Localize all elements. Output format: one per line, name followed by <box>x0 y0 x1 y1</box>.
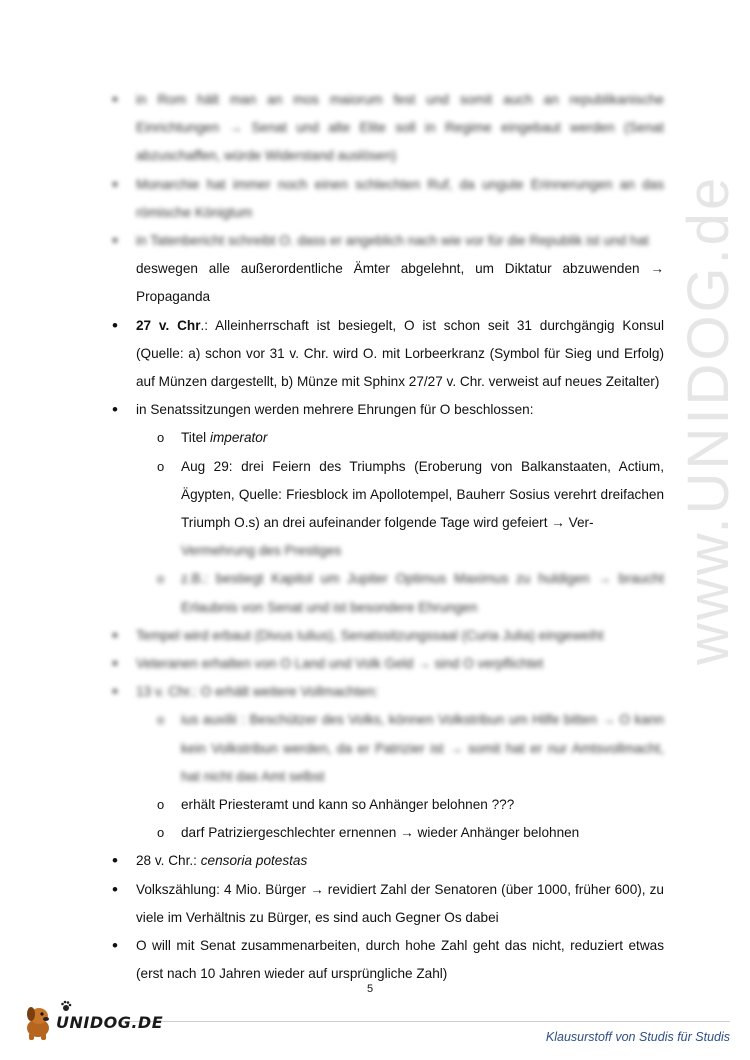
unidog-logo <box>20 1000 164 1044</box>
paragraph-text: darf Patriziergeschlechter ernennen → wieder Anhänger belohnen <box>181 825 580 841</box>
bullet-icon <box>112 396 126 425</box>
bullet-icon <box>112 622 126 651</box>
paragraph-text: Volkszählung: 4 Mio. Bürger → revidiert Zahl der Senatoren (über 1000, früher 600), zu viele im Verhältnis zu Bürger, es sind auch Gegner Os dabei <box>136 881 664 925</box>
list-item <box>112 847 664 875</box>
circle-bullet-icon: o <box>157 458 165 474</box>
sub-item <box>112 424 664 452</box>
bullet-icon <box>112 171 126 200</box>
footer-tagline: Klausurstoff von Studis für Studis <box>545 1030 730 1044</box>
page-number: 5 <box>367 983 374 995</box>
watermark: www.UNIDOG.de <box>676 174 741 665</box>
paragraph-text: Titel <box>181 430 210 446</box>
list-item <box>112 312 664 397</box>
sub-item <box>112 791 664 819</box>
circle-bullet-icon: o <box>157 712 165 728</box>
list-item <box>112 650 664 678</box>
sub-item <box>112 706 664 791</box>
paragraph-text: deswegen alle außerordentliche Ämter abgelehnt, um Diktatur abzuwenden → Propaganda <box>136 261 664 305</box>
paragraph-text: Aug 29: drei Feiern des Triumphs (Eroberung von Balkanstaaten, Actium, Ägypten, Quelle: Friesblock im Apollotempel, Bauherr Sosius verehrt dreifachen Triumph O.s) an drei aufeinander folgende Tage wird gefeiert → Ver- <box>181 458 664 531</box>
bullet-icon <box>112 678 126 707</box>
list-item <box>112 876 664 932</box>
blurred-text: Tempel wird erbaut (Divus Iulius), Senatssitzungssaal (Curia Julia) eingeweiht <box>136 627 604 643</box>
blurred-text: 13 v. Chr.: O erhält weitere Vollmachten: <box>136 684 379 700</box>
circle-bullet-icon: o <box>157 797 165 813</box>
bullet-icon <box>112 312 126 341</box>
sub-item <box>112 565 664 621</box>
blurred-text: Veteranen erhalten von O Land und Volk Geld → sind O verpflichtet <box>136 656 544 672</box>
list-item <box>112 932 664 988</box>
page-content <box>112 86 664 989</box>
bullet-icon <box>112 847 126 876</box>
bullet-icon <box>112 650 126 679</box>
date-bold: 27 v. Chr <box>136 317 201 333</box>
blurred-text: Monarchie hat immer noch einen schlechten Ruf, da ungute Erinnerungen an das römische Königtum <box>136 176 664 220</box>
paragraph-text: in Senatssitzungen werden mehrere Ehrungen für O beschlossen: <box>136 402 534 418</box>
blurred-text: in Rom hält man an mos maiorum fest und somit auch an republikanische Einrichtungen → Senat und alte Elite soll in Regime eingebaut werden (Senat abzuschaffen, würde Widerstand auslösen) <box>136 92 664 164</box>
paragraph-text: erhält Priesteramt und kann so Anhänger belohnen ??? <box>181 797 515 813</box>
footer-divider <box>120 1021 730 1022</box>
emphasis-text: imperator <box>209 430 268 446</box>
list-item <box>112 678 664 706</box>
paragraph-text: 28 v. Chr.: <box>136 853 201 869</box>
emphasis-text: censoria potestas <box>200 853 308 869</box>
dog-icon <box>20 1002 58 1042</box>
list-item <box>112 396 664 424</box>
bullet-icon <box>112 932 126 961</box>
blurred-text: Vermehrung des Prestiges <box>181 543 342 559</box>
list-item <box>112 622 664 650</box>
circle-bullet-icon: o <box>157 430 165 446</box>
blurred-text: in Tatenbericht schreibt O. dass er angeblich nach wie vor für die Republik ist und hat <box>136 233 649 249</box>
blurred-text: ius auxilii : Beschützer des Volks, können Volkstribun um Hilfe bitten → O kann kein Volkstribun werden, da er Patrizier ist → somit hat er nur Amtsvollmacht, hat nicht das Amt selbst <box>181 712 664 784</box>
bullet-icon <box>112 876 126 905</box>
blurred-text: z.B.: bestiegt Kapitol um Jupiter Optimus Maximus zu huldigen → braucht Erlaubnis von Senat und ist besondere Ehrungen <box>181 571 664 615</box>
bullet-icon <box>112 227 126 256</box>
paragraph-text: O will mit Senat zusammenarbeiten, durch hohe Zahl geht das nicht, reduziert etwas (erst nach 10 Jahren wieder auf ursprüngliche Zahl) <box>136 938 664 982</box>
logo-text: UNIDOG.DE <box>56 1013 164 1032</box>
sub-item <box>112 453 664 566</box>
sub-item <box>112 819 664 847</box>
circle-bullet-icon: o <box>157 825 165 841</box>
list-item <box>112 86 664 171</box>
list-item <box>112 227 664 312</box>
paragraph-text: .: Alleinherrschaft ist besiegelt, O ist schon seit 31 durchgängig Konsul (Quelle: a) schon vor 31 v. Chr. wird O. mit Lorbeerkranz (Symbol für Sieg und Erfolg) auf Münzen dargestellt, b) Münze mit Sphinx 27/27 v. Chr. verweist auf neues Zeitalter) <box>136 317 664 390</box>
circle-bullet-icon: o <box>157 571 165 587</box>
list-item <box>112 171 664 227</box>
paw-icon <box>60 1000 72 1012</box>
bullet-icon <box>112 86 126 115</box>
